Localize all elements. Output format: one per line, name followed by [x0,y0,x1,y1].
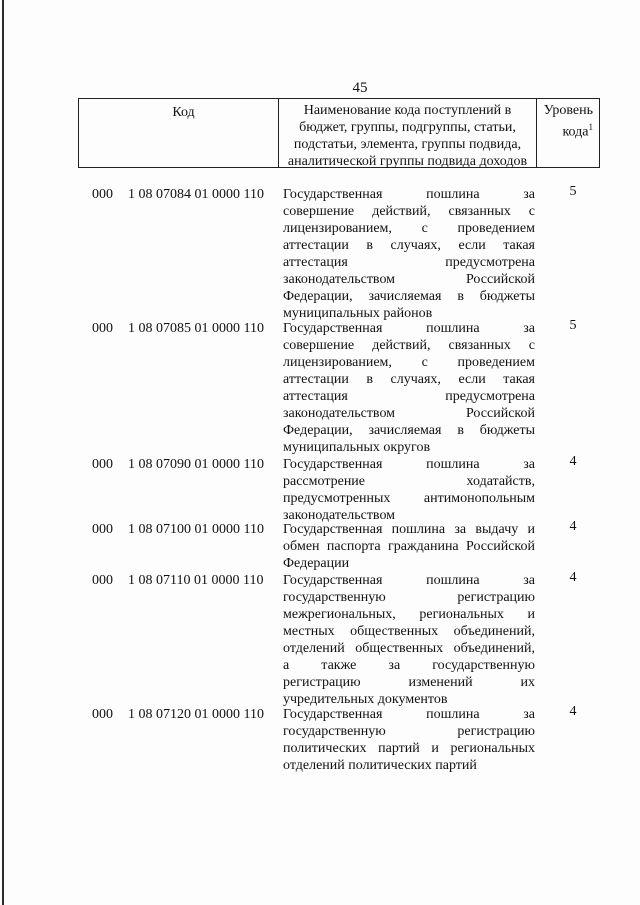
header-level-line2 [537,119,593,141]
revenue-name-line: законодательством Российской [283,406,535,421]
revenue-name [283,186,535,322]
code-level: 5 [569,184,577,199]
table-row [0,572,640,708]
revenue-name-line: Государственная пошлина за [283,187,535,202]
revenue-name [283,572,535,708]
revenue-name-line: аттестации в случаях, если такая [283,372,535,387]
code-level: 5 [569,318,577,333]
admin-code: 000 [92,321,113,336]
revenue-name-line: Государственная пошлина за [283,707,535,722]
revenue-name [283,706,535,774]
revenue-name-line: а также за государственную [283,658,535,673]
admin-code: 000 [92,573,113,588]
revenue-name-line: законодательством [283,508,396,523]
admin-code: 000 [92,707,113,722]
revenue-name-line: Федерации, зачисляемая в бюджеты [283,423,535,438]
code-level: 4 [569,519,577,534]
table-row [0,186,640,322]
table-row [0,320,640,456]
revenue-name-line: учредительных документов [283,692,448,707]
revenue-name [283,521,535,572]
revenue-name [283,320,535,456]
header-name-line: подстатьи, элемента, группы подвида, [293,137,522,152]
revenue-name-line: совершение действий, связанных с [283,338,535,353]
revenue-name-line: муниципальных районов [283,306,433,321]
page-number: 45 [352,80,368,96]
revenue-name-line: муниципальных округов [283,440,431,455]
footnote-marker: 1 [588,122,593,132]
revenue-name-line: Государственная пошлина за выдачу и [283,522,535,537]
revenue-name-line: Государственная пошлина за [283,321,535,336]
revenue-name-line: рассмотрение ходатайств, [283,474,535,489]
revenue-name-line: регистрацию изменений их [283,675,535,690]
revenue-name-line: государственную регистрацию [283,724,535,739]
revenue-name-line: аттестация предусмотрена [283,389,535,404]
table-row [0,706,640,774]
header-level-text: кода [562,124,589,140]
revenue-name-line: местных общественных объединений, [283,624,535,639]
revenue-name-line: аттестации в случаях, если такая [283,238,535,253]
revenue-name-line: лицензированием, с проведением [283,355,535,370]
revenue-name-line: Федерации [283,556,350,571]
revenue-name-line: обмен паспорта гражданина Российской [283,539,535,554]
revenue-code: 1 08 07110 01 0000 110 [128,573,264,588]
revenue-name-line: межрегиональных, региональных и [283,607,535,622]
header-level-line1: Уровень [543,103,593,118]
revenue-name-line: Федерации, зачисляемая в бюджеты [283,289,535,304]
admin-code: 000 [92,457,113,472]
revenue-name [283,456,535,524]
admin-code: 000 [92,522,113,537]
revenue-code: 1 08 07090 01 0000 110 [128,457,264,472]
header-name-line: бюджет, группы, подгруппы, статьи, [299,120,516,135]
revenue-name-line: Государственная пошлина за [283,457,535,472]
header-name-line: Наименование кода поступлений в [303,103,512,118]
revenue-code: 1 08 07085 01 0000 110 [128,321,264,336]
revenue-code: 1 08 07100 01 0000 110 [128,522,264,537]
revenue-code: 1 08 07084 01 0000 110 [128,187,264,202]
code-level: 4 [569,704,577,719]
admin-code: 000 [92,187,113,202]
revenue-name-line: государственную регистрацию [283,590,535,605]
revenue-name-line: предусмотренных антимонопольным [283,491,535,506]
header-name [278,99,536,167]
revenue-name-line: отделений общественных объединений, [283,641,535,656]
revenue-name-line: Государственная пошлина за [283,573,535,588]
revenue-name-line: отделений политических партий [283,758,477,773]
revenue-name-line: аттестация предусмотрена [283,255,535,270]
table-header [78,98,600,168]
header-name-line: аналитической группы подвида доходов [287,154,528,169]
revenue-name-line: политических партий и региональных [283,741,535,756]
table-row [0,456,640,524]
revenue-name-line: законодательством Российской [283,272,535,287]
code-level: 4 [569,454,577,469]
table-row [0,521,640,572]
revenue-code: 1 08 07120 01 0000 110 [128,707,264,722]
revenue-name-line: лицензированием, с проведением [283,221,535,236]
header-code: Код [78,99,278,167]
revenue-name-line: совершение действий, связанных с [283,204,535,219]
code-level: 4 [569,570,577,585]
header-level [536,99,600,167]
